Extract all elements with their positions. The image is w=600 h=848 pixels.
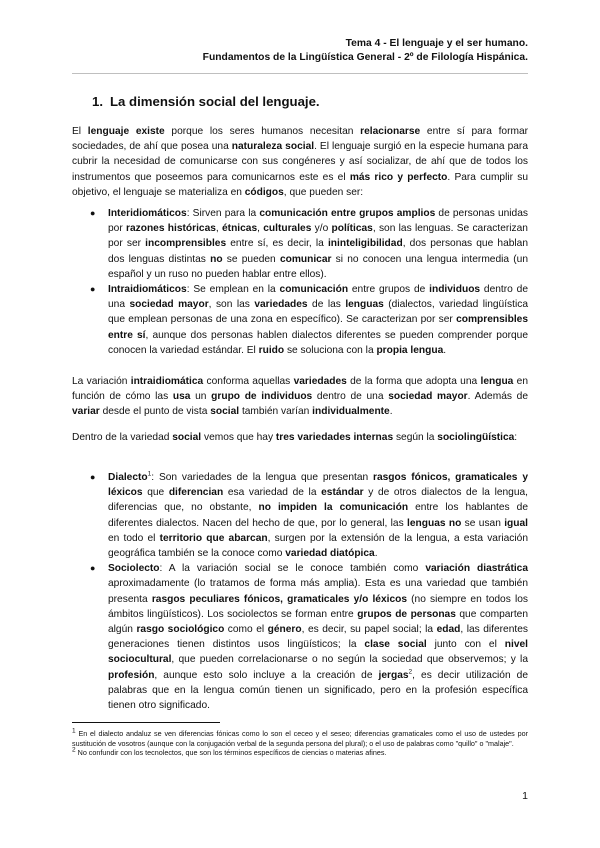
bold-term: no impiden la comunicación [258,502,409,514]
footnote-text: En el dialecto andaluz se ven diferencias fónicas como lo son el ceceo y el seseo; diferencias gramaticales como el uso de ustedes por sustitución de vosotros (aunque con la conjugación verbal de la segunda persona del plural); o el uso de palabras como "quillo" o "malaje". [72,729,528,748]
bold-term: estándar [321,487,364,499]
text-run: . [389,406,393,418]
bold-term: variedad diatópica [285,548,375,560]
bold-term: incomprensibles [145,238,227,250]
section-title [92,94,320,109]
text-run: Dentro de la variedad [72,432,173,443]
bold-term: individualmente [312,406,390,418]
text-run: en función de cómo las [72,376,528,403]
header-course: Fundamentos de la Lingüística General - 2º de Filología Hispánica. [202,51,528,63]
text-run: (no siempre en todos los ámbitos lingüísticos). Los sociolectos se forman entre [108,593,528,620]
text-run: entre sí para formar sociedades, de ahí que posea una [72,126,529,153]
bold-term: naturaleza social [231,141,315,153]
bold-term: lenguas no [407,517,462,529]
paragraph-variation [72,374,528,420]
bold-term: relacionarse [360,126,421,137]
text-run: como el [224,624,268,636]
bold-term: comunicación [279,284,349,296]
bold-term: rasgos fónicos, gramaticales y léxicos [108,472,528,499]
text-run: : Sirven para la [186,208,260,219]
footnote-2 [72,748,528,758]
text-run: , es decir utilización de palabras que en la lengua común tienen un significado, pero en la profesión específica tienen otro significado. [108,669,528,712]
text-run: . Para cumplir su objetivo, el lenguaje se materializa en [72,171,528,198]
text-run: que [142,487,169,499]
bold-term: igual [504,517,528,529]
bold-term: lenguaje existe [87,126,165,137]
text-run: , que pueden ser: [283,186,364,198]
footnote-number: 2 [72,746,76,754]
bold-term: Dialecto [108,472,148,483]
bold-term: profesión [108,669,155,681]
bullet-icon: ● [90,563,96,574]
bold-term: étnicas [222,223,258,235]
footnotes [72,729,528,758]
bold-term: comprensibles entre sí [108,314,528,341]
text-run: , [257,223,264,235]
text-run: se soluciona con la [284,344,377,356]
bold-term: rasgos peculiares fónicos, gramaticales y/o léxicos [151,593,407,605]
bold-term: nivel sociocultural [108,639,528,666]
bold-term: edad [436,624,461,636]
text-run: (dialectos, variedad lingüística que emplean personas de una zona en específico). Se caracterizan por ser [108,299,528,326]
text-run: y de otros dialectos de la lengua, diferencias que, no obstante, [108,487,528,514]
text-run: en todo el [108,532,160,544]
text-run: dentro de una [312,391,389,403]
bold-term: variedades [254,299,308,311]
bold-term: lengua [480,376,514,387]
text-run: desde el punto de vista [99,406,211,418]
text-run: , dos personas que hablan dos lenguas distintas [108,238,528,265]
bold-term: sociedad mayor [388,391,468,403]
text-run: . El lenguaje surgió en la especie humana para cubrir la necesidad de comunicarse con sus congéneres y así socializar, de ahí que de todos los instrumentos que poseemos para comunicarnos este es el [72,141,528,183]
bold-term: jergas [378,669,409,681]
footnote-ref[interactable]: 2 [408,668,413,676]
varieties-list [72,470,528,713]
bold-term: comunicar [279,253,332,265]
text-run: : [514,432,518,443]
bold-term: sociedad mayor [129,299,209,311]
bold-term: diferencian [168,487,224,499]
bold-term: códigos [244,186,284,198]
bold-term: Intraidiomáticos [108,284,187,296]
text-run: porque los seres humanos necesitan [164,126,361,137]
paragraph-social-varieties [72,430,528,445]
bold-term: razones históricas [126,223,216,235]
footnote-text: No confundir con los tecnolectos, que son los términos específicos de ciencias o materias afines. [75,748,387,758]
text-run: dentro de una [108,284,528,311]
bold-term: grupos de personas [357,608,456,620]
list-item-interidiomaticos [72,206,528,282]
text-run: se usan [461,517,505,529]
bold-term: tres variedades internas [275,432,394,443]
bold-term: culturales [263,223,312,235]
text-run: de las [307,299,346,311]
list-item-sociolecto [72,561,528,713]
text-run: El [72,126,88,137]
text-run: entre grupos de [348,284,430,296]
paragraph-intro [72,124,528,200]
bold-term: clase social [364,639,427,651]
bold-term: Interidiomáticos [108,208,187,219]
text-run: . [374,548,378,560]
bold-term: intraidiomática [130,376,204,387]
text-run: , son las lenguas. Se caracterizan por ser [108,223,528,250]
text-run: , las diferentes generaciones tienen distintos usos lingüísticos; la [108,624,528,651]
text-run: esa variedad de la [223,487,322,499]
bold-term: propia lengua [376,344,444,356]
text-run: , son las [208,299,255,311]
footnote-number: 1 [72,727,76,735]
text-run: , es decir, su papel social; la [301,624,437,636]
text-run: , aunque esto solo incluye a la creación de [154,669,379,681]
bold-term: variar [72,406,100,418]
section-number: 1. [92,94,103,109]
text-run: : A la variación social se le conoce también como [159,563,426,575]
header-topic: Tema 4 - El lenguaje y el ser humano. [345,38,528,49]
text-run: vemos que hay [201,432,276,443]
bullet-icon: ● [90,284,96,295]
text-run: un [190,391,212,403]
list-item-intraidiomaticos [72,282,528,358]
header-divider [72,73,528,74]
bold-term: género [267,624,302,636]
text-run: se pueden [222,253,280,265]
text-run: . [443,344,447,356]
text-run: y/o [311,223,332,235]
bold-term: lenguas [345,299,384,311]
bold-term: grupo de individuos [211,391,313,403]
bullet-icon: ● [90,208,96,218]
bold-term: no [210,253,223,265]
text-run: , que pueden correlacionarse o no según la sociedad que observemos; y la [171,654,528,666]
bold-term: individuos [429,284,481,296]
bold-term: variedades [293,376,347,387]
bold-term: variación diastrática [425,563,528,575]
bold-term: social [172,432,202,443]
text-run: según la [393,432,438,443]
text-run: : Se emplean en la [186,284,280,296]
bold-term: territorio que abarcan [159,532,268,544]
text-run: : Son variedades de la lengua que presentan [151,472,374,483]
bold-term: políticas [331,223,373,235]
text-run: entre sí, es decir, la [226,238,328,250]
bold-term: sociolingüística [437,432,515,443]
footnote-divider [72,722,220,723]
bold-term: ininteligibilidad [327,238,403,250]
page-header [203,37,528,64]
bold-term: rasgo sociológico [136,624,225,636]
text-run: de la forma que adopta una [346,376,481,387]
page-number: 1 [522,790,528,802]
text-run: . Además de [467,391,528,403]
bullet-icon: ● [90,472,96,482]
bold-term: Sociolecto [108,563,160,575]
text-run: , [215,223,223,235]
text-run: entre los hablantes de diferentes dialectos. Nacen del hecho de que, por lo general, las [108,502,528,529]
text-run: La variación [72,376,131,387]
codes-list [72,206,528,358]
text-run: conforma aquellas [203,376,294,387]
bold-term: comunicación entre grupos amplios [259,208,436,219]
bold-term: usa [172,391,191,403]
text-run: también varían [239,406,313,418]
text-run: junto con el [426,639,505,651]
text-run: si no conocen una lengua intermedia (un español y un ruso no pueden hablar entre ellos). [108,253,528,280]
list-item-dialecto [72,470,528,561]
bold-term: más rico y perfecto [349,171,448,183]
bold-term: ruido [258,344,285,356]
bold-term: social [210,406,240,418]
text-run: aproximadamente (lo tratamos de forma más amplia). Esta es una variedad que también presenta [108,578,528,605]
text-run: , surgen por la extensión de la lengua, a esta variación geográfica también se la conoce como [108,532,528,560]
text-run: que comparten algún [108,608,528,636]
section-title-text: La dimensión social del lenguaje. [110,94,320,109]
text-run: , aunque dos personas hablen dialectos diferentes se pueden comprender porque conocen la variedad estándar. El [108,329,528,356]
text-run: de personas unidas por [108,208,528,235]
footnote-ref[interactable]: 1 [147,470,152,478]
footnote-1 [72,729,528,748]
